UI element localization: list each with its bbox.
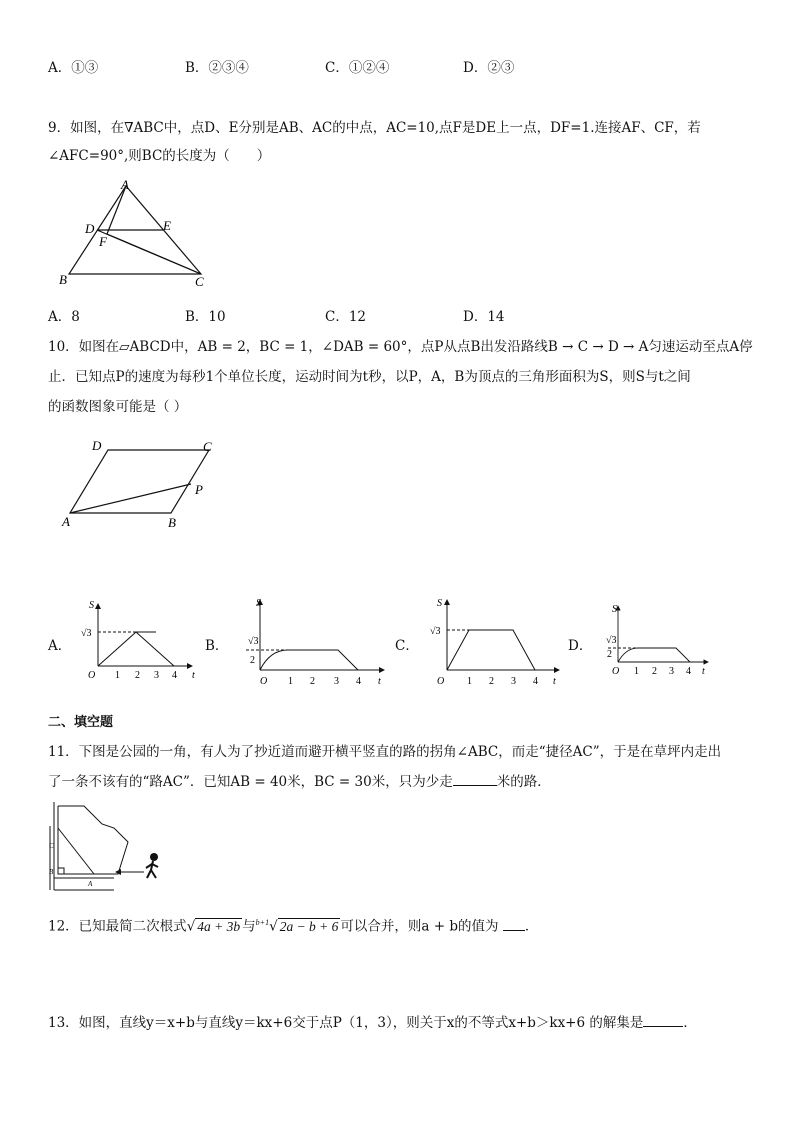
tick-2: 2 — [310, 676, 315, 687]
label-e: E — [163, 218, 171, 233]
q10-stem-line1: 10．如图在▱ABCD中，AB = 2，BC = 1，∠DAB = 60°，点P从点B出发沿路线B → C → D → A匀速运动至点A停 — [48, 339, 753, 355]
q10-option-c-letter[interactable]: C． — [395, 638, 419, 654]
graph-line — [260, 650, 358, 670]
q11-park-figure — [44, 800, 174, 895]
root3-label: √3 — [81, 628, 92, 639]
graph-line — [98, 632, 156, 666]
tick-4: 4 — [686, 666, 691, 677]
q8-option-a[interactable]: A．①③ — [48, 60, 99, 76]
right-angle-mark — [58, 868, 64, 874]
q10-option-a-letter[interactable]: A． — [48, 638, 72, 654]
root3-label: √3 — [606, 635, 617, 646]
origin-label: O — [260, 676, 268, 687]
tick-4: 4 — [172, 670, 177, 681]
graph-line-down — [136, 632, 174, 666]
q11-answer-blank[interactable] — [453, 772, 497, 786]
q13-answer-blank[interactable] — [643, 1013, 683, 1027]
tick-3: 3 — [669, 666, 674, 677]
q11-stem-line2: 了一条不该有的“路AC”．已知AB = 40米，BC = 30米，只为少走 米的路． — [48, 774, 551, 790]
tick-1: 1 — [467, 676, 472, 687]
tick-1: 1 — [634, 666, 639, 677]
tick-1: 1 — [288, 676, 293, 687]
graph-line — [618, 648, 690, 662]
q10-graph-b[interactable] — [238, 592, 388, 690]
label-c: C — [49, 842, 54, 850]
q8-option-b[interactable]: B．②③④ — [185, 60, 249, 76]
s-label: S — [612, 604, 617, 615]
q10-graph-d[interactable] — [598, 602, 713, 678]
tick-2: 2 — [489, 676, 494, 687]
root3-label: √3 — [430, 626, 441, 637]
t-label: t — [702, 666, 705, 677]
tick-2: 2 — [652, 666, 657, 677]
label-c: C — [203, 439, 212, 454]
s-label: S — [256, 598, 261, 609]
segment-dc — [97, 230, 201, 274]
s-label: S — [89, 600, 94, 611]
two-label: 2 — [607, 649, 612, 660]
label-d: D — [85, 221, 95, 236]
q9-option-a[interactable]: A．8 — [48, 309, 80, 325]
q10-option-b-letter[interactable]: B． — [205, 638, 229, 654]
q12-radicand-1: 4a + 3b — [197, 918, 241, 934]
two-label: 2 — [250, 655, 255, 666]
t-label: t — [192, 670, 195, 681]
q10-stem-line2: 止．已知点P的速度为每秒1个单位长度，运动时间为t秒，以P，A，B为顶点的三角形面积为S，则S与t之间 — [48, 369, 691, 385]
label-d: D — [92, 438, 102, 453]
q12-radicand-2: 2a − b + 6 — [279, 918, 339, 934]
label-f: F — [99, 234, 107, 249]
section-heading: 二、填空题 — [48, 715, 114, 730]
q12-answer-blank[interactable] — [503, 917, 525, 931]
t-label: t — [553, 676, 556, 687]
t-label: t — [378, 676, 381, 687]
tick-4: 4 — [533, 676, 538, 687]
path-ac — [58, 828, 94, 874]
q10-option-d-letter[interactable]: D． — [568, 638, 593, 654]
graph-line — [447, 630, 535, 670]
origin-label: O — [612, 666, 620, 677]
q9-option-d[interactable]: D．14 — [463, 309, 505, 325]
tick-3: 3 — [154, 670, 159, 681]
label-b: B — [59, 272, 67, 287]
parallelogram-abcd — [70, 450, 209, 513]
q13-stem: 13．如图，直线y＝x+b与直线y＝kx+6交于点P（1，3），则关于x的不等式x+b＞kx+6 的解集是 ． — [48, 1015, 697, 1031]
q11-stem-line1: 11．下图是公园的一角，有人为了抄近道而避开横平竖直的路的拐角∠ABC，而走“捷径AC”，于是在草坪内走出 — [48, 744, 722, 760]
tick-4: 4 — [356, 676, 361, 687]
label-a: A — [62, 514, 70, 529]
tick-2: 2 — [135, 670, 140, 681]
q9-triangle-figure — [55, 178, 215, 288]
q12-root-index: b+1 — [255, 918, 270, 927]
q10-graph-a[interactable] — [80, 596, 200, 686]
q12-stem: 12．已知最简二次根式√ 4a + 3b 与$^{b+1}$√ 2a − b + 6 可以合并，则a + b的值为 ． — [48, 918, 539, 935]
lawn-outline — [58, 806, 128, 874]
label-c: C — [195, 274, 204, 288]
q9-stem-line1: 9．如图，在∇ABC中，点D、E分别是AB、AC的中点，AC=10,点F是DE上一点，DF=1.连接AF、CF，若 — [48, 120, 701, 136]
label-b: B — [49, 868, 54, 876]
q10-parallelogram-figure — [58, 436, 228, 531]
q10-graph-c[interactable] — [425, 594, 565, 690]
label-a: A — [121, 178, 129, 192]
s-label: S — [437, 598, 442, 609]
tick-3: 3 — [334, 676, 339, 687]
walking-person-icon — [146, 853, 158, 878]
q8-option-c[interactable]: C．①②④ — [325, 60, 390, 76]
tick-3: 3 — [511, 676, 516, 687]
origin-label: O — [437, 676, 445, 687]
q10-stem-line3: 的函数图象可能是（ ） — [48, 399, 188, 415]
q9-option-c[interactable]: C．12 — [325, 309, 367, 325]
q8-option-d[interactable]: D．②③ — [463, 60, 515, 76]
segment-ap — [70, 484, 191, 513]
label-p: P — [195, 482, 203, 497]
origin-label: O — [88, 670, 96, 681]
tick-1: 1 — [115, 670, 120, 681]
label-b: B — [168, 515, 176, 530]
q9-stem-line2: ∠AFC=90°,则BC的长度为（ ） — [48, 148, 271, 164]
q9-option-b[interactable]: B．10 — [185, 309, 226, 325]
label-a: A — [88, 880, 93, 888]
root3-label: √3 — [248, 636, 259, 647]
